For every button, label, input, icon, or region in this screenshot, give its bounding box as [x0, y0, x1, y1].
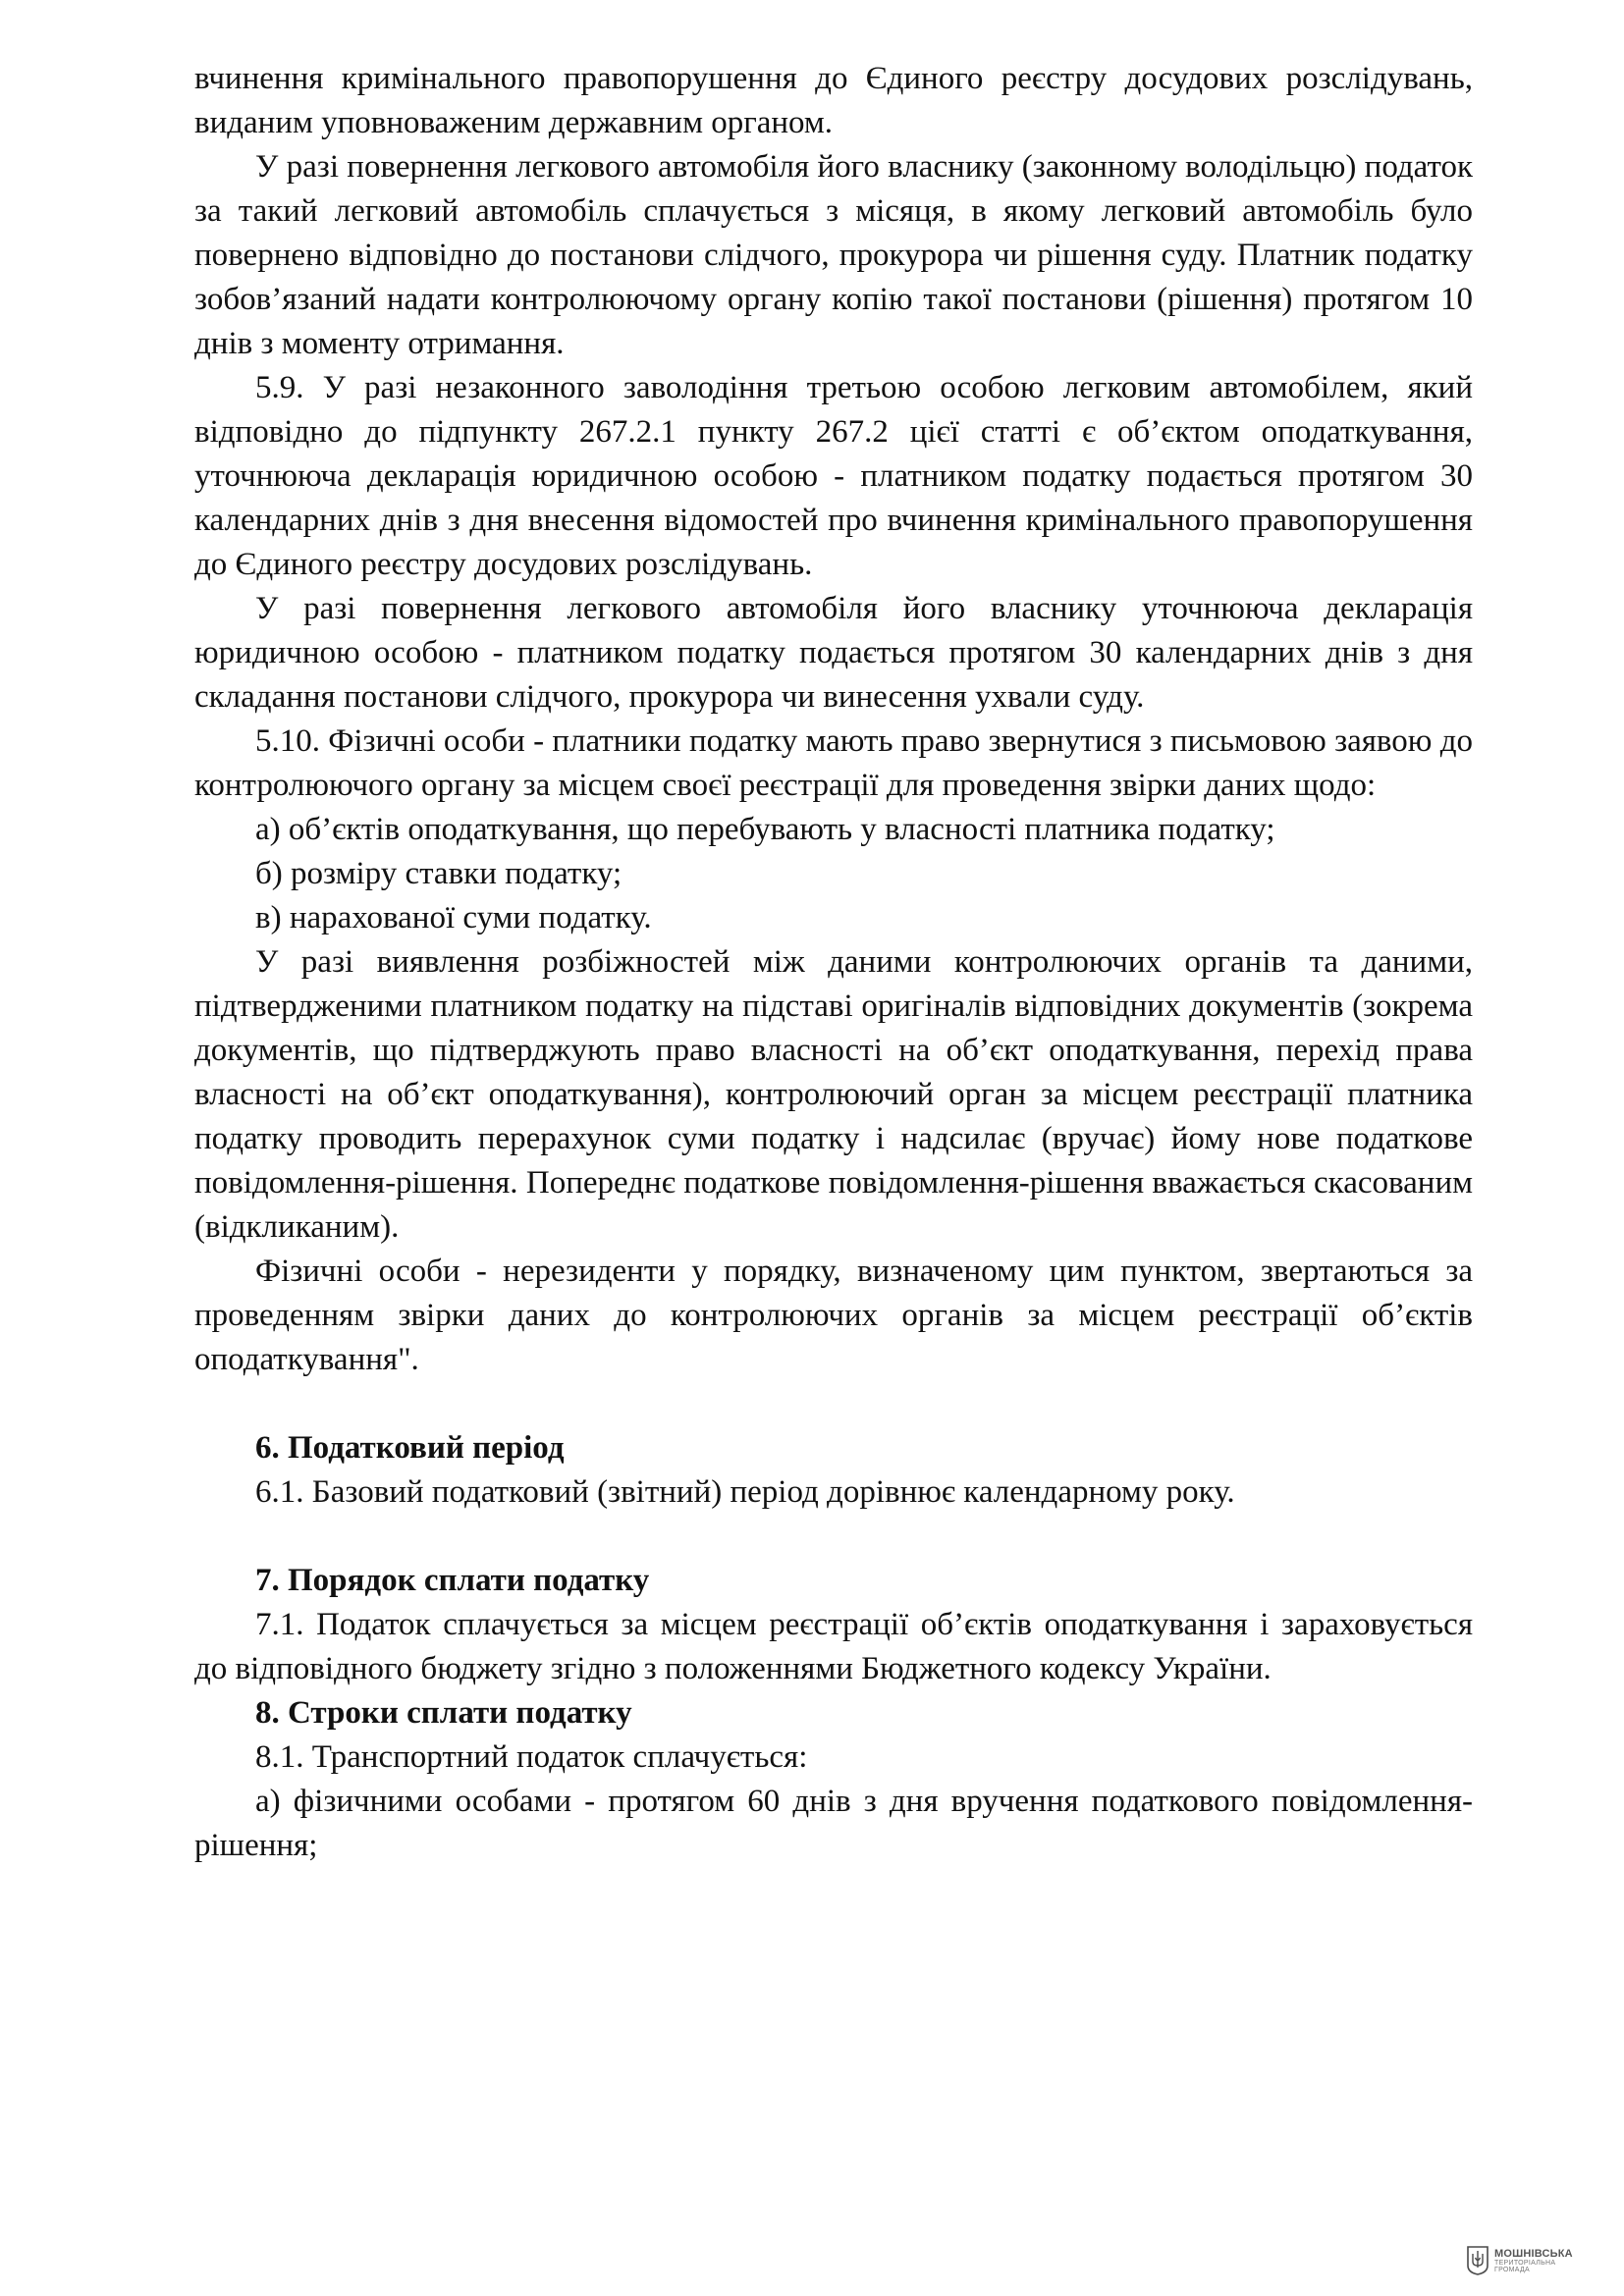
logo-line-2: ТЕРИТОРІАЛЬНА — [1494, 2259, 1556, 2267]
paragraph-discrepancies: У разі виявлення розбіжностей між даними контролюючих органів та даними, підтвердженими платником податку на підставі оригіналів відповідних документів (зокрема документів, що підтверджують право власності на об’єкт оподаткування, перехід права власності на об’єкт оподаткування), контролюючий орган за місцем реєстрації платника податку проводить перерахунок суми податку і надсилає (вручає) йому нове податкове повідомлення-рішення. Попереднє податкове повідомлення-рішення вважається скасованим (відкликаним). — [194, 944, 1473, 1245]
trident-coat-of-arms-icon — [1467, 2246, 1489, 2275]
section-8-item-a: а) фізичними особами - протягом 60 днів з дня вручення податкового повідомлення-рішення; — [194, 1784, 1473, 1863]
paragraph-5-10: 5.10. Фізичні особи - платники податку мають право звернутися з письмовою заявою до контролюючого органу за місцем своєї реєстрації для проведення звірки даних щодо: — [194, 723, 1473, 803]
list-item-b: б) розміру ставки податку; — [255, 856, 623, 891]
section-6-text: 6.1. Базовий податковий (звітний) період дорівнює календарному року. — [255, 1474, 1235, 1510]
paragraph-5-9: 5.9. У разі незаконного заволодіння третьою особою легковим автомобілем, який відповідно до підпункту 267.2.1 пункту 267.2 цієї статті є об’єктом оподаткування, уточнююча декларація юридичною особою - платником податку подається протягом 30 календарних днів з дня внесення відомостей про вчинення кримінального правопорушення до Єдиного реєстру досудових розслідувань. — [194, 370, 1473, 582]
paragraph-vehicle-return: У разі повернення легкового автомобіля його власнику (законному володільцю) податок за такий легковий автомобіль сплачується з місяця, в якому легковий автомобіль було повернено відповідно до постанови слідчого, прокурора чи рішення суду. Платник податку зобов’язаний надати контролюючому органу копію такої постанови (рішення) протягом 10 днів з моменту отримання. — [194, 149, 1473, 361]
list-item-c: в) нарахованої суми податку. — [255, 900, 652, 935]
section-6-heading: 6. Податковий період — [255, 1430, 565, 1466]
logo-line-3: ГРОМАДА — [1494, 2266, 1530, 2273]
document-page — [194, 57, 1473, 1868]
logo-line-1: МОШНІВСЬКА — [1494, 2247, 1573, 2260]
community-logo-text — [1494, 2249, 1573, 2273]
paragraph-declaration-return: У разі повернення легкового автомобіля його власнику уточнююча декларація юридичною особою - платником податку подається протягом 30 календарних днів з дня складання постанови слідчого, прокурора чи винесення ухвали суду. — [194, 591, 1473, 715]
community-logo — [1467, 2241, 1604, 2280]
section-7-text: 7.1. Податок сплачується за місцем реєстрації об’єктів оподаткування і зараховується до відповідного бюджету згідно з положеннями Бюджетного кодексу України. — [194, 1607, 1473, 1686]
paragraph-nonresidents: Фізичні особи - нерезиденти у порядку, визначеному цим пунктом, звертаються за проведенням звірки даних до контролюючих органів за місцем реєстрації об’єктів оподаткування". — [194, 1254, 1473, 1377]
spacer — [194, 1382, 1473, 1426]
spacer — [194, 1515, 1473, 1559]
list-item-a: а) об’єктів оподаткування, що перебувають у власності платника податку; — [255, 812, 1275, 847]
paragraph-continuation: вчинення кримінального правопорушення до Єдиного реєстру досудових розслідувань, виданим уповноваженим державним органом. — [194, 61, 1473, 140]
section-8-intro: 8.1. Транспортний податок сплачується: — [255, 1739, 808, 1775]
section-8-heading: 8. Строки сплати податку — [255, 1695, 632, 1731]
section-7-heading: 7. Порядок сплати податку — [255, 1563, 650, 1598]
